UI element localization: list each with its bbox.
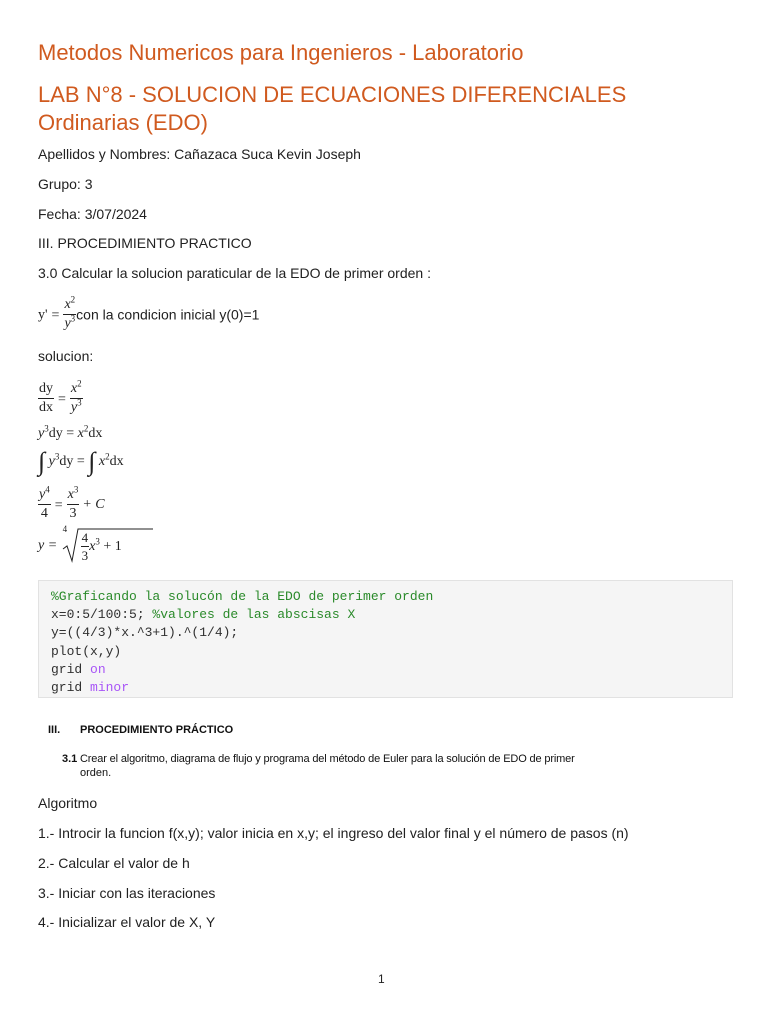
date-line: Fecha: 3/07/2024	[38, 206, 147, 222]
section-title: III. PROCEDIMIENTO PRACTICO	[38, 235, 252, 251]
page-number: 1	[378, 972, 385, 986]
ode-equation: y' = $\frac{x^2}{y^3}$ con la condicion inicial y(0)=1	[38, 294, 260, 331]
code-line: x=0:5/100:5; %valores de las abscisas X	[51, 607, 356, 623]
solution-label: solucion:	[38, 348, 94, 364]
algorithm-step: 4.- Inicializar el valor de X, Y	[38, 914, 216, 930]
initial-condition: con la condicion inicial y(0)=1	[76, 306, 260, 323]
algorithm-step: 2.- Calcular el valor de h	[38, 855, 190, 871]
integral-sign: ∫	[38, 447, 46, 476]
problem-statement: 3.0 Calcular la solucion paraticular de la EDO de primer orden :	[38, 265, 431, 281]
matlab-code-block	[38, 580, 733, 698]
algorithm-title: Algoritmo	[38, 795, 98, 811]
ode-fraction: $\frac{x^2}{y^3}$	[64, 294, 76, 331]
lab-title-line2: Ordinarias (EDO)	[38, 110, 208, 135]
algorithm-step: 1.- Introcir la funcion f(x,y); valor inicia en x,y; el ingreso del valor final y el número de pasos (n)	[38, 825, 629, 841]
step-separated: $y^3dy = x^2dx$	[38, 423, 103, 441]
step-final-solution: y = 4 $\frac{4}{3}$ $x^3 + 1$	[38, 527, 126, 565]
fourth-root: 4 $\frac{4}{3}$ $x^3 + 1$	[61, 527, 126, 565]
code-line: grid on	[51, 661, 106, 677]
radical-sign	[61, 527, 155, 565]
scanned-heading: PROCEDIMIENTO PRÁCTICO	[80, 724, 234, 736]
step-integrated: $\frac{y^4}{4}$ = $\frac{x^3}{3}$ + C	[39, 484, 105, 521]
ode-lhs: y'	[38, 307, 48, 323]
scanned-item-number: 3.1	[62, 753, 78, 765]
step-dy-dx: $\frac{dy}{dx}$ = $\frac{x^2}{y^3}$	[39, 378, 82, 415]
course-title: Metodos Numericos para Ingenieros - Laboratorio	[38, 40, 524, 65]
code-line: %Graficando la solucón de la EDO de perimer orden	[51, 589, 434, 604]
code-line: plot(x,y)	[51, 643, 122, 659]
scanned-item-line2: orden.	[80, 767, 112, 779]
scanned-roman: III.	[48, 724, 61, 736]
scanned-item-line1: Crear el algoritmo, diagrama de flujo y programa del método de Euler para la solución de EDO de primer	[80, 753, 575, 765]
algorithm-step: 3.- Iniciar con las iteraciones	[38, 885, 216, 901]
code-line: grid minor	[51, 679, 130, 695]
lab-title-line1: LAB N°8 - SOLUCION DE ECUACIONES DIFERENCIALES	[38, 82, 627, 107]
code-line: y=((4/3)*x.^3+1).^(1/4);	[51, 625, 239, 641]
group-line: Grupo: 3	[38, 176, 93, 192]
integral-sign: ∫	[88, 447, 96, 476]
step-integrals: ∫ $y^3dy$ = ∫ $x^2dx$	[38, 447, 124, 476]
student-names: Apellidos y Nombres: Cañazaca Suca Kevin Joseph	[38, 146, 361, 162]
